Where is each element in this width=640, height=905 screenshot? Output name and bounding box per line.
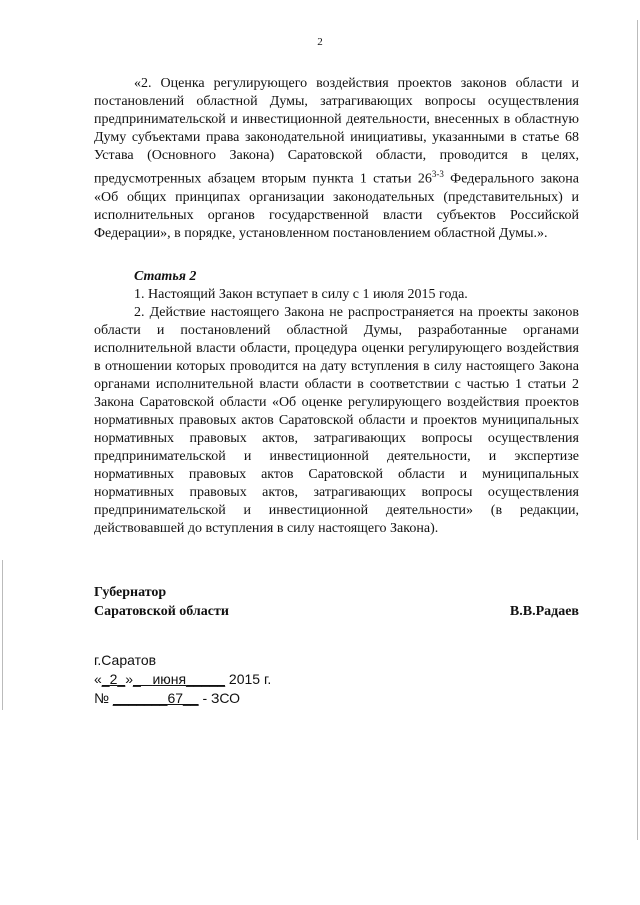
- article-superscript: 3-3: [431, 169, 444, 179]
- footer-date: «_2_»_ июня_____ 2015 г.: [94, 671, 272, 687]
- scan-edge-right: [637, 20, 638, 840]
- footer-number-value: _______67__: [112, 690, 199, 706]
- amendment-paragraph-part1: «2. Оценка регулирующего воздействия проектов законов области и постановлений областной Думы, затрагивающих вопросы осуществления предпринимательской и инвестиционной деятельности, внесенных в областную Думу субъектами права законодательной инициативы, указанными в статье 68 Устава (Основного Закона) Саратовской области, проводится в целях, предусмотренных абзацем вторым пункта 1 статьи 26: [94, 76, 579, 187]
- signature-title-line1: Губернатор: [94, 585, 167, 600]
- amendment-paragraph: [94, 75, 579, 243]
- page-number: 2: [317, 36, 323, 48]
- signatory-name: В.В.Радаев: [509, 604, 579, 619]
- document-footer: [94, 651, 271, 708]
- signature-block: [94, 583, 579, 621]
- amendment-paragraph-part2: Федерального закона «Об общих принципах организации законодательных (представительных) и исполнительных органов государственной власти субъектов Российской Федерации», в порядке, установленном постановлением областной Думы.».: [94, 171, 579, 241]
- footer-city: г.Саратов: [94, 652, 157, 668]
- scan-edge-left: [2, 560, 3, 710]
- footer-date-month: _ июня_____: [132, 671, 226, 687]
- footer-date-day: _2_: [101, 671, 126, 687]
- article-2-item-2: 2. Действие настоящего Закона не распространяется на проекты законов области и постановлений областной Думы, разработанные органами исполнительной власти области, процедура оценки регулирующего воздействия в отношении которых проводится на дату вступления в силу настоящего Закона органами исполнительной власти области в соответствии с частью 1 статьи 2 Закона Саратовской области «Об оценке регулирующего воздействия проектов нормативных правовых актов Саратовской области и проектов муниципальных нормативных правовых актов, затрагивающих вопросы осуществления предпринимательской и инвестиционной деятельности, и экспертизе нормативных правовых актов Саратовской области и муниципальных нормативных правовых актов, затрагивающих вопросы осуществления предпринимательской и инвестиционной деятельности» (в редакции, действовавшей до вступления в силу настоящего Закона).: [94, 305, 579, 536]
- footer-date-year: 2015 г.: [228, 671, 272, 687]
- signature-title-line2: Саратовской области: [94, 604, 229, 619]
- article-2-section: [94, 268, 579, 538]
- article-2-heading: Статья 2: [134, 269, 197, 284]
- article-2-item-1: 1. Настоящий Закон вступает в силу с 1 июля 2015 года.: [134, 287, 468, 302]
- amendment-text: [94, 75, 579, 243]
- footer-number: № _______67__ - ЗСО: [94, 690, 241, 706]
